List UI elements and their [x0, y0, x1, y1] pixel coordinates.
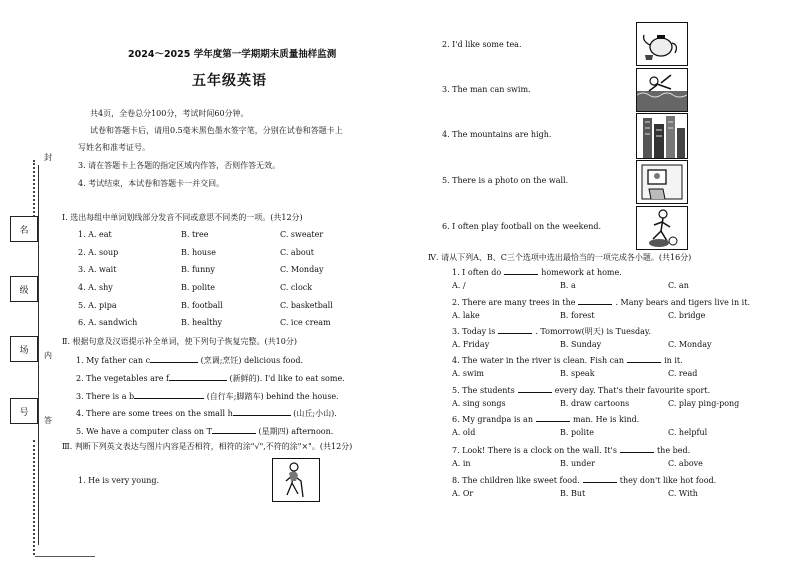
question-text: 2. There are many trees in the — [452, 298, 576, 307]
number-label-box: 号 — [10, 398, 38, 424]
choice-option[interactable]: A. Friday — [452, 340, 490, 349]
choice-option[interactable]: C. bridge — [668, 311, 706, 320]
choice-option[interactable]: B. under — [560, 459, 595, 468]
question-text: 3. Today is — [452, 327, 496, 336]
choice-option[interactable]: C. play ping-pong — [668, 399, 740, 408]
choice-option[interactable]: C. an — [668, 281, 689, 290]
question-text: every day. That's their favourite sport. — [554, 386, 711, 395]
question-text: homework at home. — [541, 268, 622, 277]
phonics-option[interactable]: C. ice cream — [280, 318, 331, 327]
answer-blank[interactable] — [169, 371, 227, 381]
choice-option[interactable]: C. helpful — [668, 428, 708, 437]
binding-strip — [0, 0, 60, 561]
question-text: they don't like hot food. — [619, 476, 717, 485]
section2-title: Ⅱ. 根据句意及汉语提示补全单词，使下列句子恢复完整。(共10分) — [62, 337, 297, 346]
phonics-option[interactable]: C. about — [280, 248, 314, 257]
binding-dotted-line — [33, 440, 37, 555]
buildings-picture — [636, 113, 688, 159]
exam-title: 2024～2025 学年度第一学期期末质量抽样监测 — [128, 49, 337, 60]
phonics-option[interactable]: C. sweater — [280, 230, 324, 239]
binding-line — [38, 165, 39, 545]
judge-item-3: 3. The man can swim. — [442, 85, 531, 94]
choice-option[interactable]: B. forest — [560, 311, 595, 320]
fill-item-2 — [76, 371, 345, 384]
choice-option[interactable]: A. lake — [452, 311, 480, 320]
fill-item-text: 3. There is a b — [76, 392, 135, 401]
fill-item-3 — [76, 389, 339, 402]
instruction-line: 3. 请在答题卡上各题的指定区域内作答，否则作答无效。 — [78, 161, 281, 170]
instruction-line: 4. 考试结束，本试卷和答题卡一并交回。 — [78, 179, 225, 188]
choice-question — [452, 384, 710, 395]
phonics-option[interactable]: B. healthy — [181, 318, 223, 327]
choice-question — [452, 444, 690, 455]
class-label-box: 级 — [10, 276, 38, 302]
fill-item-hint: (烹调;烹饪) — [200, 356, 242, 365]
phonics-option[interactable]: C. Monday — [280, 265, 324, 274]
answer-blank[interactable] — [578, 296, 612, 305]
answer-blank[interactable] — [134, 389, 204, 399]
teapot-picture — [636, 22, 688, 66]
answer-blank[interactable] — [498, 325, 532, 334]
question-text: . Many bears and tigers live in it. — [615, 298, 750, 307]
fill-item-hint: (星期四) — [258, 427, 289, 436]
question-text: 7. Look! There is a clock on the wall. It's — [452, 446, 617, 455]
choice-question — [452, 266, 622, 277]
choice-question — [452, 413, 639, 424]
fill-item-text: 2. The vegetables are f — [76, 374, 169, 383]
judge-item-6: 6. I often play football on the weekend. — [442, 222, 602, 231]
answer-blank[interactable] — [583, 474, 617, 483]
choice-option[interactable]: B. Sunday — [560, 340, 602, 349]
choice-option[interactable]: B. draw cartoons — [560, 399, 630, 408]
subject-title: 五年级英语 — [192, 73, 267, 89]
question-text: 5. The students — [452, 386, 515, 395]
phonics-option[interactable]: B. funny — [181, 265, 215, 274]
phonics-option[interactable]: C. basketball — [280, 301, 333, 310]
choice-question — [452, 325, 651, 337]
fill-item-5 — [76, 424, 333, 437]
judge-item-2: 2. I'd like some tea. — [442, 40, 522, 49]
choice-option[interactable]: B. a — [560, 281, 576, 290]
photo-on-wall-picture — [636, 160, 688, 204]
phonics-option[interactable]: 2. A. soup — [78, 248, 119, 257]
choice-option[interactable]: A. Or — [452, 489, 474, 498]
choice-option[interactable]: B. speak — [560, 369, 595, 378]
choice-question — [452, 296, 750, 307]
instruction-line: 试卷和答题卡后，请用0.5毫米黑色墨水签字笔，分别在试卷和答题卡上 — [90, 126, 343, 135]
fill-item-hint: (山丘;小山). — [293, 409, 337, 418]
old-man-walking-picture — [272, 458, 320, 502]
question-text: 1. I often do — [452, 268, 502, 277]
choice-question — [452, 474, 716, 485]
instruction-line: 写姓名和准考证号。 — [78, 143, 150, 152]
choice-option[interactable]: A. / — [452, 281, 466, 290]
choice-option[interactable]: C. above — [668, 459, 703, 468]
answer-blank[interactable] — [233, 406, 291, 416]
phonics-option[interactable]: C. clock — [280, 283, 313, 292]
answer-blank[interactable] — [627, 354, 661, 363]
swimming-picture — [636, 68, 688, 112]
choice-option[interactable]: B. polite — [560, 428, 594, 437]
question-text: . Tomorrow(明天) is Tuesday. — [535, 327, 651, 336]
choice-option[interactable]: A. swim — [452, 369, 484, 378]
question-text: 8. The children like sweet food. — [452, 476, 580, 485]
room-label-box: 场 — [10, 336, 38, 362]
answer-blank[interactable] — [150, 353, 198, 363]
judge-item-5: 5. There is a photo on the wall. — [442, 176, 569, 185]
phonics-option[interactable]: 5. A. pipa — [78, 301, 117, 310]
phonics-option[interactable]: 1. A. eat — [78, 230, 112, 239]
section4-title: Ⅳ. 请从下列A、B、C三个选项中选出最恰当的一项完成各小题。(共16分) — [428, 253, 692, 262]
fill-item-text: behind the house. — [266, 392, 339, 401]
question-text: man. He is kind. — [572, 415, 640, 424]
choice-option[interactable]: A. in — [452, 459, 471, 468]
fill-item-text: 4. There are some trees on the small h — [76, 409, 233, 418]
answer-blank[interactable] — [518, 384, 552, 393]
phonics-option[interactable]: 4. A. shy — [78, 283, 113, 292]
choice-option[interactable]: A. sing songs — [452, 399, 506, 408]
name-label-box: 名 — [10, 216, 38, 242]
binding-char-2: 内 — [44, 351, 52, 360]
binding-char-3: 答 — [44, 416, 52, 425]
answer-blank[interactable] — [620, 444, 654, 453]
answer-blank[interactable] — [504, 266, 538, 275]
phonics-option[interactable]: 6. A. sandwich — [78, 318, 138, 327]
phonics-option[interactable]: B. tree — [181, 230, 209, 239]
judge-item-1: 1. He is very young. — [78, 476, 160, 485]
fill-item-4 — [76, 406, 337, 419]
question-text: in it. — [664, 356, 683, 365]
choice-option[interactable]: A. old — [452, 428, 476, 437]
phonics-option[interactable]: B. football — [181, 301, 223, 310]
binding-char-1: 封 — [44, 153, 52, 162]
bottom-rule — [35, 556, 95, 557]
fill-item-text: 1. My father can c — [76, 356, 151, 365]
football-player-picture — [636, 206, 688, 250]
fill-item-text: delicious food. — [244, 356, 303, 365]
question-text: 4. The water in the river is clean. Fish can — [452, 356, 625, 365]
fill-item-text: I'd like to eat some. — [264, 374, 345, 383]
phonics-option[interactable]: B. polite — [181, 283, 215, 292]
section1-title: Ⅰ. 选出每组中单词划线部分发音不同或意思不同类的一项。(共12分) — [62, 213, 303, 222]
choice-option[interactable]: C. Monday — [668, 340, 712, 349]
fill-item-text: afternoon. — [291, 427, 334, 436]
question-text: the bed. — [656, 446, 691, 455]
answer-blank[interactable] — [212, 424, 256, 434]
choice-option[interactable]: C. read — [668, 369, 698, 378]
phonics-option[interactable]: 3. A. wait — [78, 265, 117, 274]
fill-item-hint: (自行车;脚踏车) — [206, 392, 264, 401]
instruction-line: 共4页，全卷总分100分，考试时间60分钟。 — [90, 109, 249, 118]
fill-item-1 — [76, 353, 303, 366]
phonics-option[interactable]: B. house — [181, 248, 216, 257]
choice-option[interactable]: C. With — [668, 489, 698, 498]
choice-question — [452, 354, 683, 365]
section3-title: Ⅲ. 判断下列英文表达与图片内容是否相符，相符的涂"√",不符的涂"×"。(共12分) — [62, 442, 353, 451]
choice-option[interactable]: B. But — [560, 489, 586, 498]
judge-item-4: 4. The mountains are high. — [442, 130, 552, 139]
question-text: 6. My grandpa is an — [452, 415, 533, 424]
binding-dotted-line — [33, 160, 37, 220]
fill-item-text: 5. We have a computer class on T — [76, 427, 212, 436]
fill-item-hint: (新鲜的). — [229, 374, 263, 383]
answer-blank[interactable] — [536, 413, 570, 422]
